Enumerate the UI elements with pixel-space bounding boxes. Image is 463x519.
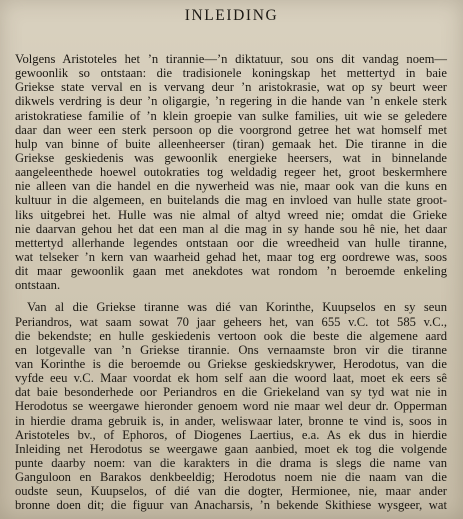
text-line: bronne doen dit; die figuur van Anacharsis, ’n bekende Skithiese wysgeer, wat (15, 498, 447, 513)
page-heading: INLEIDING (184, 7, 279, 24)
text-line: Griekse geskiedenis was gewoonlik energieke heersers, wat in binnelande (15, 150, 447, 165)
text-line: hulp van binne of buite alleenheerser (tiran) gemaak het. Die tiranne in die (15, 136, 447, 151)
body-text (15, 52, 447, 513)
text-line: Ganguloon en Barakos denkbeeldig; Herodotus noem nie die naam van die (15, 470, 447, 485)
text-line: nie daarvan gehou het dat een man al die mag in sy hande sou hê nie, het daar (15, 221, 447, 236)
text-line: Herodotus se weergawe hieronder genoem word nie maar wel deur dr. Opperman (15, 399, 447, 414)
paragraph-2 (15, 300, 447, 512)
text-line: aristokratiese familie of ’n klein groepie van sulke families, uit wie se geledere (15, 108, 447, 123)
text-line: Van al die Griekse tiranne was dié van Korinthe, Kuupselos en sy seun (27, 300, 447, 315)
text-line: daar dan weer een sterk persoon op die voorgrond getree het wat homself met (15, 122, 447, 137)
text-line: die bekendste; en hulle geskiedenis vertoon ook die beste die algemene aard (15, 328, 447, 343)
text-line: dat baie besonderhede oor Periandros en die Griekeland van sy tyd wat nie in (15, 385, 447, 400)
text-line: liks uitgebrei het. Hulle was nie almal of altyd wreed nie; omdat die Grieke (15, 207, 447, 222)
text-line: Volgens Aristoteles het ’n tirannie—’n diktatuur, sou ons dit vandag noem— (15, 52, 447, 66)
text-line: wat telseker ’n kern van waarheid gehad het, maar tog erg oordrewe was, soos (15, 249, 447, 264)
text-line: aangeleenthede hoewel outokraties tog weldadig regeer het, groot beskermhere (15, 165, 447, 180)
text-line: dikwels verdring is deur ’n oligargie, ’n regering in die hande van ’n enkele sterk (15, 94, 447, 109)
text-line: nie alleen van die handel en die nywerheid was nie, maar ook van die kuns en (15, 179, 447, 194)
text-line: punte daarby noem: van die karakters in die drama is slegs die name van (15, 455, 447, 470)
text-line: kultuur in die algemeen, en buitelands die mag en invloed van hulle state groot- (15, 193, 447, 208)
text-line: mettertyd allerhande legendes ontstaan oor die wreedheid van hulle tiranne, (15, 235, 447, 250)
text-line: dit maar gewoonlik gaan met anekdotes wat rondom ’n beroemde enkeling (15, 264, 447, 279)
text-line: ontstaan. (15, 278, 61, 293)
text-line: Inleiding net Herodotus se weergawe gaan aanbied, moet ek tog die volgende (15, 441, 447, 456)
text-line: oudste seun, Kuupselos, of dié van die dogter, Hermionee, nie, maar ander (15, 484, 447, 499)
paragraph-gap (15, 292, 447, 300)
text-line: van Korinthe is die beroemde ou Griekse geskiedskrywer, Herodotus, van die (15, 356, 447, 371)
text-line: en lotgevalle van ’n Griekse tirannie. Ons vernaamste bron vir die tiranne (15, 342, 447, 357)
text-line: in hierdie drama gebruik is, in ander, weliswaar later, bronne te vind is, soos in (15, 413, 447, 428)
text-line: vyfde eeu v.C. Maar voordat ek hom self aan die woord laat, moet ek eers sê (15, 371, 447, 386)
paragraph-1 (15, 52, 447, 292)
text-line: Periandros, wat saam sowat 70 jaar geheers het, van 655 v.C. tot 585 v.C., (15, 314, 447, 329)
text-line: Griekse state verval en is vervang deur ’n aristokrasie, wat op sy beurt weer (15, 80, 447, 95)
text-line: gewoonlik so ontstaan: die tradisionele koningskap het mettertyd in baie (15, 66, 447, 81)
text-line: Aristoteles bv., of Ephoros, of Diogenes Laertius, e.a. As ek dus in hierdie (15, 427, 447, 442)
